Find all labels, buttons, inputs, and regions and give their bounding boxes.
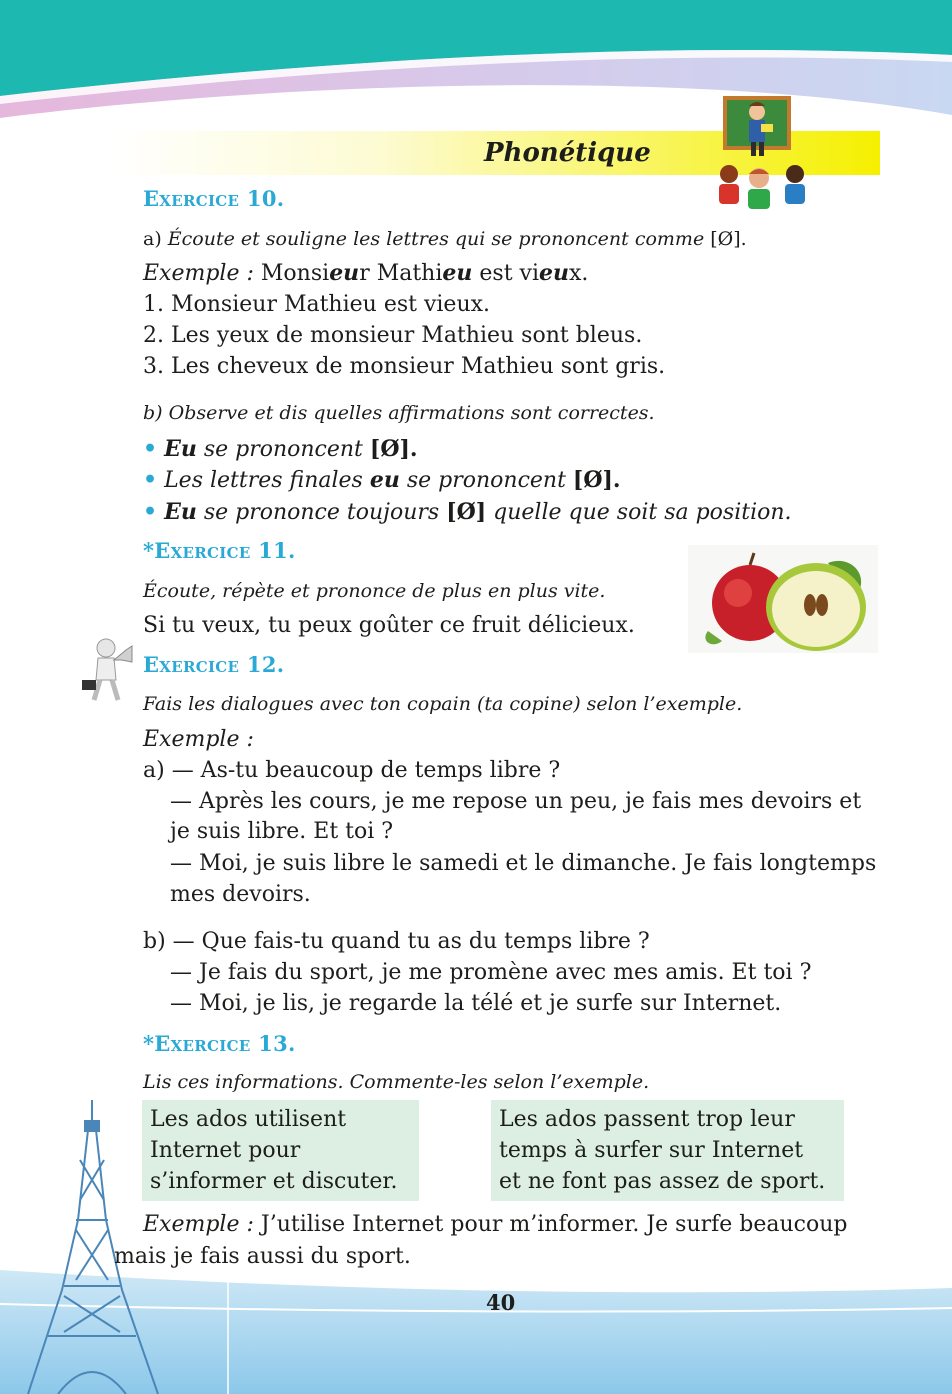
ex12-a-line-5: mes devoirs. (170, 882, 311, 907)
ex13-title: *Exercice 13. (143, 1031, 296, 1056)
ex10-bullet-1: • Eu se prononcent [Ø]. (143, 436, 418, 462)
info-box-2-line: temps à surfer sur Internet (499, 1138, 804, 1163)
ex12-a-line-3: je suis libre. Et toi ? (170, 819, 394, 844)
ex12-b-line-3: — Moi, je lis, je regarde la télé et je surfe sur Internet. (170, 991, 782, 1016)
info-box-1-line: Internet pour (150, 1138, 301, 1163)
ex11-instruction: Écoute, répète et prononce de plus en plus vite. (143, 580, 606, 602)
ex10-line-3: 3. Les cheveux de monsieur Mathieu sont gris. (143, 354, 666, 379)
ex10-line-1: 1. Monsieur Mathieu est vieux. (143, 292, 491, 317)
info-box-2 (491, 1100, 844, 1201)
section-title: Phonétique (484, 138, 651, 168)
ex12-a-line-1: a) — As-tu beaucoup de temps libre ? (143, 758, 561, 783)
bullet-icon: • (143, 436, 158, 462)
teacher-icon (715, 92, 815, 212)
ex10-instruction-b: b) Observe et dis quelles affirmations sont correctes. (143, 402, 655, 424)
ex11-text: Si tu veux, tu peux goûter ce fruit délicieux. (143, 613, 635, 638)
ex13-instruction: Lis ces informations. Commente-les selon l’exemple. (143, 1071, 650, 1093)
ex12-b-line-2: — Je fais du sport, je me promène avec mes amis. Et toi ? (170, 960, 812, 985)
page-number: 40 (486, 1290, 516, 1315)
ex12-a-line-2: — Après les cours, je me repose un peu, je fais mes devoirs et (170, 789, 862, 814)
bullet-icon: • (143, 467, 158, 493)
info-box-1-line: Les ados utilisent (150, 1107, 347, 1132)
ex13-example-line-2: mais je fais aussi du sport. (114, 1244, 411, 1269)
ex10-line-2: 2. Les yeux de monsieur Mathieu sont bleus. (143, 323, 643, 348)
ex10-title: Exercice 10. (143, 186, 285, 211)
ex10-bullet-3: • Eu se prononce toujours [Ø] quelle que soit sa position. (143, 499, 792, 525)
info-box-1-line: s’informer et discuter. (150, 1169, 398, 1194)
ex10-example: Exemple : Monsieur Mathieu est vieux. (143, 260, 589, 286)
ex11-title: *Exercice 11. (143, 538, 296, 563)
megaphone-man-icon (78, 636, 136, 706)
ex12-example-label: Exemple : (143, 727, 254, 752)
apple-icon (688, 545, 878, 653)
info-box-1 (142, 1100, 419, 1201)
bullet-icon: • (143, 499, 158, 525)
info-box-2-line: Les ados passent trop leur (499, 1107, 795, 1132)
ex12-title: Exercice 12. (143, 652, 285, 677)
ex12-b-line-1: b) — Que fais-tu quand tu as du temps libre ? (143, 929, 650, 954)
info-box-2-line: et ne font pas assez de sport. (499, 1169, 826, 1194)
ex10-instruction-a: a) Écoute et souligne les lettres qui se prononcent comme [Ø]. (143, 228, 747, 250)
ex12-instruction: Fais les dialogues avec ton copain (ta copine) selon l’exemple. (143, 693, 743, 715)
ex10-bullet-2: • Les lettres finales eu se prononcent [Ø]. (143, 467, 621, 493)
ex13-example-line-1: Exemple : J’utilise Internet pour m’informer. Je surfe beaucoup (143, 1212, 848, 1237)
ex12-a-line-4: — Moi, je suis libre le samedi et le dimanche. Je fais longtemps (170, 851, 877, 876)
